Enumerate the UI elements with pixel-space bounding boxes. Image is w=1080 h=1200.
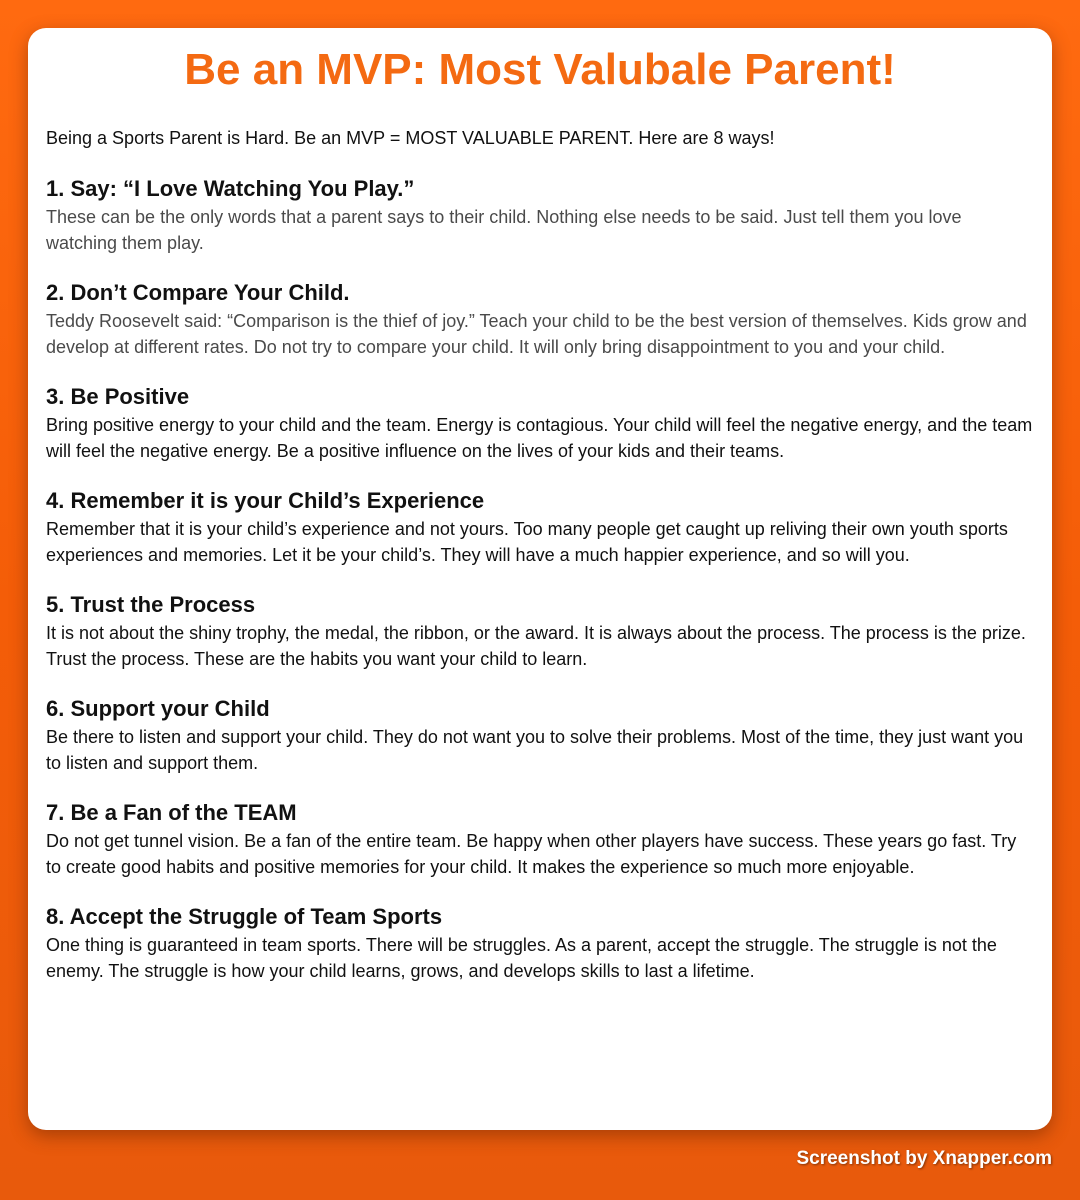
section-heading: 5. Trust the Process <box>46 592 256 617</box>
section-body: It is not about the shiny trophy, the medal, the ribbon, or the award. It is always about the process. The process is the prize. Trust the process. These are the habits you want your child to learn. <box>46 623 1026 669</box>
section-heading: 7. Be a Fan of the TEAM <box>46 800 297 825</box>
section-2 <box>46 278 1034 360</box>
section-body: Do not get tunnel vision. Be a fan of the entire team. Be happy when other players have success. These years go fast. Try to create good habits and positive memories for your child. It makes the experience so much more enjoyable. <box>46 831 1017 877</box>
section-heading: 8. Accept the Struggle of Team Sports <box>46 904 443 929</box>
section-heading: 3. Be Positive <box>46 384 190 409</box>
section-3 <box>46 382 1034 464</box>
section-body: One thing is guaranteed in team sports. There will be struggles. As a parent, accept the struggle. The struggle is not the enemy. The struggle is how your child learns, grows, and develops skills to last a lifetime. <box>46 935 997 981</box>
section-heading: 1. Say: “I Love Watching You Play.” <box>46 176 415 201</box>
section-body: Bring positive energy to your child and the team. Energy is contagious. Your child will feel the negative energy, and the team will feel the negative energy. Be a positive influence on the lives of your kids and their teams. <box>46 415 1033 461</box>
section-8 <box>46 902 1034 984</box>
intro-text: Being a Sports Parent is Hard. Be an MVP = MOST VALUABLE PARENT. Here are 8 ways! <box>46 128 775 148</box>
section-1 <box>46 174 1034 256</box>
document-card <box>28 28 1052 1130</box>
section-body: Remember that it is your child’s experience and not yours. Too many people get caught up reliving their own youth sports experiences and memories. Let it be your child’s. They will have a much happier experience, and so will you. <box>46 519 1008 565</box>
section-body: Be there to listen and support your child. They do not want you to solve their problems. Most of the time, they just want you to listen and support them. <box>46 727 1024 773</box>
section-4 <box>46 486 1034 568</box>
section-body: Teddy Roosevelt said: “Comparison is the thief of joy.” Teach your child to be the best version of themselves. Kids grow and develop at different rates. Do not try to compare your child. It will only bring disappointment to you and your child. <box>46 311 1027 357</box>
watermark: Screenshot by Xnapper.com <box>796 1148 1052 1169</box>
section-6 <box>46 694 1034 776</box>
section-heading: 4. Remember it is your Child’s Experience <box>46 488 485 513</box>
section-5 <box>46 590 1034 672</box>
document-title: Be an MVP: Most Valubale Parent! <box>184 45 896 94</box>
section-7 <box>46 798 1034 880</box>
section-heading: 2. Don’t Compare Your Child. <box>46 280 350 305</box>
section-body: These can be the only words that a parent says to their child. Nothing else needs to be said. Just tell them you love watching them play. <box>46 207 962 253</box>
section-heading: 6. Support your Child <box>46 696 270 721</box>
